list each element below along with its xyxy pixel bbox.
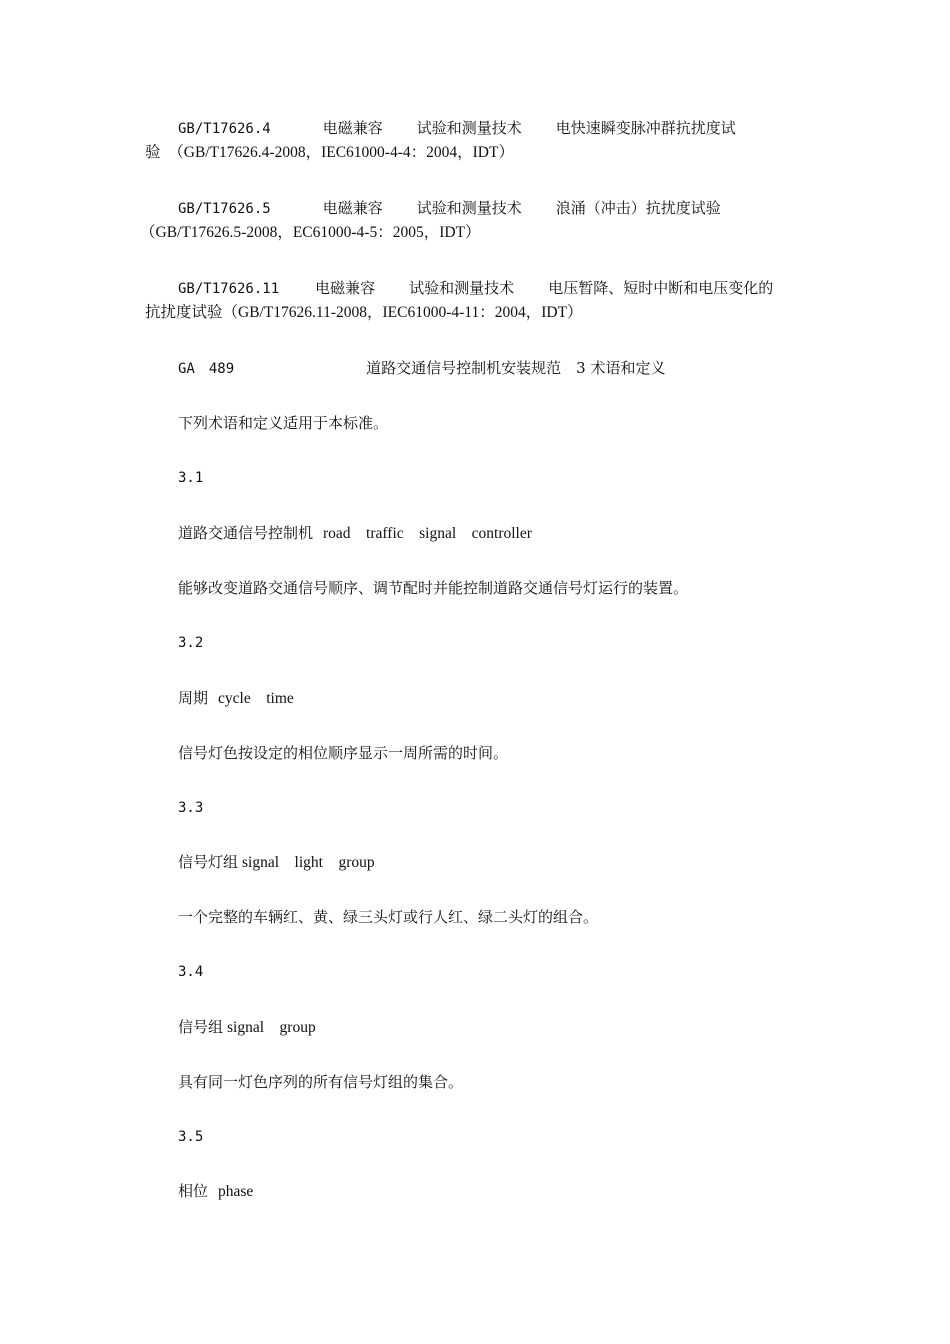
term-english: signal group — [227, 1019, 316, 1036]
term-heading — [178, 852, 375, 873]
term-heading — [178, 1181, 253, 1202]
term-heading — [178, 688, 294, 709]
reference-part: 试验和测量技术 — [416, 199, 522, 217]
reference-entry-2-continued: （GB/T17626.5-2008，EC61000-4-5：2005，IDT） — [140, 224, 481, 241]
term-definition: 能够改变道路交通信号顺序、调节配时并能控制道路交通信号灯运行的装置。 — [178, 579, 689, 597]
reference-code: GB/T17626.5 — [178, 201, 271, 217]
term-heading — [178, 523, 532, 544]
reference-title: 电压暂降、短时中断和电压变化的 — [548, 279, 774, 297]
reference-part: 电磁兼容 — [322, 199, 383, 217]
term-number: 3.3 — [178, 800, 204, 816]
reference-title: 电快速瞬变脉冲群抗扰度试 — [555, 119, 736, 137]
reference-part: 电磁兼容 — [315, 279, 376, 297]
reference-code: GB/T17626.4 — [178, 121, 271, 137]
reference-entry-1 — [178, 118, 736, 139]
reference-part: 试验和测量技术 — [409, 279, 515, 297]
term-definition: 信号灯色按设定的相位顺序显示一周所需的时间。 — [178, 744, 509, 762]
term-number: 3.1 — [178, 470, 204, 486]
term-number: 3.4 — [178, 964, 204, 980]
term-english: phase — [218, 1183, 254, 1200]
term-heading — [178, 1017, 316, 1038]
reference-entry-1-continued: 验 （GB/T17626.4-2008，IEC61000-4-4：2004，IDT） — [145, 144, 514, 161]
ga-reference — [178, 358, 665, 379]
reference-entry-3-continued: 抗扰度试验（GB/T17626.11-2008，IEC61000-4-11：2004，IDT） — [145, 304, 583, 321]
reference-part: 电磁兼容 — [322, 119, 383, 137]
reference-entry-2 — [178, 198, 721, 219]
term-english: signal light group — [242, 854, 375, 871]
term-chinese: 信号灯组 — [178, 853, 239, 871]
intro-paragraph: 下列术语和定义适用于本标准。 — [178, 414, 389, 432]
term-chinese: 相位 — [178, 1182, 209, 1200]
term-english: road traffic signal controller — [323, 525, 532, 542]
reference-entry-3 — [178, 278, 773, 299]
term-chinese: 周期 — [178, 689, 209, 707]
term-english: cycle time — [218, 690, 294, 707]
term-definition: 具有同一灯色序列的所有信号灯组的集合。 — [178, 1073, 464, 1091]
term-number: 3.5 — [178, 1129, 204, 1145]
reference-code: GA 489 — [178, 361, 235, 377]
reference-part: 试验和测量技术 — [416, 119, 522, 137]
reference-code: GB/T17626.11 — [178, 281, 280, 297]
term-chinese: 道路交通信号控制机 — [178, 524, 314, 542]
section-heading: 道路交通信号控制机安装规范 3 术语和定义 — [366, 359, 666, 377]
term-chinese: 信号组 — [178, 1018, 224, 1036]
term-number: 3.2 — [178, 635, 204, 651]
reference-title: 浪涌（冲击）抗扰度试验 — [555, 199, 721, 217]
term-definition: 一个完整的车辆红、黄、绿三头灯或行人红、绿二头灯的组合。 — [178, 908, 599, 926]
